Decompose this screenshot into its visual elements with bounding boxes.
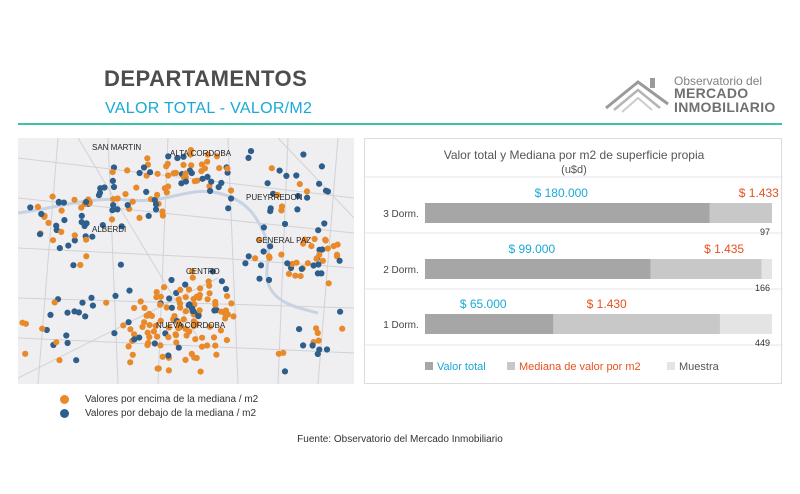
map-dot-above	[103, 300, 109, 306]
map-dot-below	[324, 346, 330, 352]
map-dot-above	[224, 337, 230, 343]
map-dot-below	[323, 188, 329, 194]
map-dot-above	[52, 299, 58, 305]
bar-segment-valor-total	[425, 314, 553, 334]
map-dot-below	[315, 261, 321, 267]
map-dot-below	[125, 202, 131, 208]
map-label-nueva-cordoba: NUEVA CORDOBA	[156, 321, 226, 330]
map-dot-below	[84, 220, 90, 226]
map-dot-above	[230, 313, 236, 319]
map-dot-below	[70, 262, 76, 268]
map-dot-above	[71, 197, 77, 203]
map-dot-above	[197, 285, 203, 291]
map-dot-above	[184, 332, 190, 338]
page-title: DEPARTAMENTOS	[104, 66, 308, 91]
map-dot-below	[146, 213, 152, 219]
map-dot-below	[207, 188, 213, 194]
map-dot-below	[183, 179, 189, 185]
map-dot-below	[245, 155, 251, 161]
legend-swatch	[667, 362, 675, 370]
map-label-pueyrredon: PUEYRREDON	[246, 193, 303, 202]
map-dot-above	[136, 215, 142, 221]
category-label: 1 Dorm.	[383, 320, 419, 331]
map-dot-below	[248, 148, 254, 154]
map-dot-above	[177, 301, 183, 307]
map-dot-above	[192, 178, 198, 184]
map-dot-below	[137, 170, 143, 176]
map-dot-below	[216, 184, 222, 190]
chart-legend	[425, 361, 720, 373]
map-dot-below	[321, 220, 327, 226]
map-dot-above	[191, 355, 197, 361]
map-dot-below	[223, 286, 229, 292]
map-dot-above	[122, 191, 128, 197]
map-dot-above	[266, 253, 272, 259]
map-dot-below	[114, 206, 120, 212]
map-dot-above	[157, 342, 163, 348]
map-dot-above	[109, 216, 115, 222]
map-dot-below	[126, 319, 132, 325]
map-dot-above	[211, 334, 217, 340]
data-label-muestra: 449	[754, 338, 770, 348]
blue-dot-icon	[60, 409, 69, 418]
map-dot-below	[211, 307, 217, 313]
map-dot-above	[198, 369, 204, 375]
map-dot-above	[228, 187, 234, 193]
map-dot-below	[169, 305, 175, 311]
map-dot-above	[186, 286, 192, 292]
map-dot-below	[176, 345, 182, 351]
map-dot-below	[82, 313, 88, 319]
house-roof-icon	[604, 74, 670, 114]
map-dot-below	[143, 189, 149, 195]
data-label-valor-total: $ 180.000	[534, 186, 588, 200]
map-label-centro: CENTRO	[186, 267, 220, 276]
map-dot-below	[293, 172, 299, 178]
map-dot-above	[323, 237, 329, 243]
map-dot-below	[266, 277, 272, 283]
map-label-general-paz: GENERAL PAZ	[256, 236, 312, 245]
map-dot-above	[138, 298, 144, 304]
bar-segment-valor-total	[425, 259, 651, 279]
map-dot-above	[183, 171, 189, 177]
map-dot-below	[38, 211, 44, 217]
map-dot-above	[127, 359, 133, 365]
map-label-san-martin: SAN MARTIN	[92, 143, 142, 152]
map-dot-below	[310, 342, 316, 348]
map-dot-above	[183, 294, 189, 300]
map-dot-below	[88, 295, 94, 301]
data-label-muestra: 97	[759, 227, 770, 237]
chart-subtitle: (u$d)	[561, 164, 587, 176]
map-dot-above	[162, 185, 168, 191]
map-dot-below	[319, 163, 325, 169]
map-dot-above	[165, 334, 171, 340]
map-dot-above	[39, 326, 45, 332]
map-dot-above	[325, 246, 331, 252]
map-dot-above	[131, 305, 137, 311]
map-dot-below	[228, 195, 234, 201]
map-dot-above	[197, 307, 203, 313]
map-dot-below	[90, 303, 96, 309]
map-dot-below	[337, 309, 343, 315]
map-dot-below	[53, 223, 59, 229]
legend-label: Muestra	[679, 361, 719, 373]
map-legend-above-label: Valores por encima de la mediana / m2	[85, 393, 259, 405]
map-dot-below	[337, 258, 343, 264]
map-dot-above	[218, 309, 224, 315]
map-dot-below	[168, 277, 174, 283]
header-divider	[18, 123, 782, 125]
map-dot-above	[197, 292, 203, 298]
map-dot-above	[50, 194, 56, 200]
map-dot-above	[50, 237, 56, 243]
map-dot-above	[192, 336, 198, 342]
map-dot-below	[79, 300, 85, 306]
map-dot-below	[319, 246, 325, 252]
source-note: Fuente: Observatorio del Mercado Inmobiliario	[297, 434, 503, 445]
map-dot-below	[110, 178, 116, 184]
legend-label: Mediana de valor por m2	[519, 361, 641, 373]
map-dot-above	[115, 195, 121, 201]
map-dot-above	[145, 330, 151, 336]
map-dot-below	[300, 151, 306, 157]
map-legend-below	[60, 406, 258, 420]
map-dot-below	[63, 332, 69, 338]
map-dot-below	[261, 248, 267, 254]
map-dot-below	[256, 276, 262, 282]
map-dot-above	[339, 326, 345, 332]
bar-segment-mediana	[553, 314, 720, 334]
bar-segment-mediana	[710, 203, 773, 223]
map-dot-above	[224, 166, 230, 172]
map-legend-below-label: Valores por debajo de la mediana / m2	[85, 407, 257, 419]
map-dot-below	[83, 199, 89, 205]
map-legend-above	[60, 392, 258, 406]
map-dot-below	[56, 199, 62, 205]
map-dot-below	[64, 310, 70, 316]
map-dot-below	[265, 180, 271, 186]
map-dot-below	[316, 181, 322, 187]
map-dot-below	[141, 164, 147, 170]
map-dot-below	[166, 295, 172, 301]
data-label-valor-total: $ 65.000	[459, 297, 507, 311]
map-dot-above	[147, 322, 153, 328]
map-dot-above	[144, 155, 150, 161]
map-dot-above	[165, 172, 171, 178]
map-dot-below	[277, 168, 283, 174]
map-dot-below	[315, 227, 321, 233]
map-dot-above	[120, 322, 126, 328]
map-dot-below	[186, 301, 192, 307]
map-dot-below	[219, 278, 225, 284]
map-dot-below	[147, 169, 153, 175]
map-dot-above	[154, 192, 160, 198]
map-dot-above	[212, 343, 218, 349]
map-dot-above	[160, 354, 166, 360]
map-dot-above	[204, 159, 210, 165]
map-dot-below	[57, 245, 63, 251]
map-dot-above	[293, 260, 299, 266]
map-dot-above	[224, 293, 230, 299]
map-dot-above	[133, 185, 139, 191]
map-dot-below	[131, 336, 137, 342]
map-dot-above	[315, 330, 321, 336]
bar-segment-mediana	[651, 259, 762, 279]
map-dot-above	[59, 208, 65, 214]
map-dot-below	[242, 260, 248, 266]
map-dot-above	[216, 165, 222, 171]
map-dot-below	[296, 326, 302, 332]
legend-swatch	[507, 362, 515, 370]
map-dot-below	[165, 352, 171, 358]
map-dot-below	[294, 206, 300, 212]
map-dot-above	[155, 366, 161, 372]
map-dot-below	[258, 262, 264, 268]
map-dot-above	[279, 203, 285, 209]
map-dot-below	[300, 342, 306, 348]
map-dot-below	[152, 340, 158, 346]
page-subtitle: VALOR TOTAL - VALOR/M2	[105, 100, 313, 117]
map-dot-below	[65, 243, 71, 249]
map-dot-above	[206, 283, 212, 289]
legend-swatch	[425, 362, 433, 370]
map-dot-above	[182, 357, 188, 363]
map-dot-above	[45, 220, 51, 226]
logo-text-line1: Observatorio del	[674, 74, 763, 88]
map-dot-above	[297, 181, 303, 187]
map-label-alta-cordoba: ALTA CORDOBA	[170, 149, 232, 158]
bar-segment-muestra	[762, 259, 772, 279]
map-dot-above	[83, 253, 89, 259]
data-label-mediana: $ 1.435	[704, 242, 745, 256]
map-dot-below	[111, 330, 117, 336]
bar-chart	[365, 139, 783, 385]
data-label-valor-total: $ 99.000	[508, 242, 556, 256]
map-dot-above	[126, 343, 132, 349]
data-label-muestra: 166	[754, 283, 770, 293]
map-dot-above	[334, 252, 340, 258]
map-dot-below	[73, 357, 79, 363]
map-dot-below	[126, 288, 132, 294]
map-dot-below	[208, 179, 214, 185]
map-dot-above	[331, 243, 337, 249]
legend-label: Valor total	[437, 361, 486, 373]
map-dot-above	[183, 308, 189, 314]
chart-title: Valor total y Mediana por m2 de superficie propia	[443, 148, 705, 162]
map-dot-below	[71, 308, 77, 314]
map-canvas	[18, 138, 354, 384]
map-dot-below	[282, 221, 288, 227]
map-dot-above	[154, 334, 160, 340]
map-dot-below	[246, 253, 252, 259]
map-dot-above	[158, 294, 164, 300]
map-dot-above	[298, 273, 304, 279]
map-dot-below	[96, 192, 102, 198]
map-dot-above	[212, 302, 218, 308]
map-dot-below	[304, 195, 310, 201]
map-dot-above	[180, 162, 186, 168]
map-dot-above	[77, 262, 83, 268]
map-dot-above	[145, 340, 151, 346]
map-dot-below	[267, 208, 273, 214]
bar-segment-muestra	[720, 314, 772, 334]
map-dot-below	[111, 184, 117, 190]
map-dot-above	[304, 188, 310, 194]
map-dot-above	[305, 260, 311, 266]
map-dot-above	[58, 229, 64, 235]
map-dot-above	[166, 367, 172, 373]
map-dot-below	[199, 176, 205, 182]
map-dot-above	[173, 170, 179, 176]
map-dot-above	[145, 313, 151, 319]
chart-panel	[364, 138, 782, 384]
map-dot-above	[312, 236, 318, 242]
map-dot-above	[157, 302, 163, 308]
map-dot-above	[280, 350, 286, 356]
map-dot-below	[315, 351, 321, 357]
map-dot-below	[37, 231, 43, 237]
map-dot-below	[27, 204, 33, 210]
category-label: 2 Dorm.	[383, 265, 419, 276]
map-dot-above	[72, 232, 78, 238]
map-dot-above	[124, 167, 130, 173]
map-dot-above	[199, 161, 205, 167]
map-legend	[60, 392, 258, 420]
map-dot-below	[283, 173, 289, 179]
map-dot-below	[61, 217, 67, 223]
logo-text-line3: INMOBILIARIO	[674, 99, 776, 115]
map-dot-above	[130, 352, 136, 358]
data-label-mediana: $ 1.433	[738, 186, 779, 200]
map-dot-above	[19, 320, 25, 326]
data-label-mediana: $ 1.430	[586, 297, 627, 311]
map-dot-below	[182, 282, 188, 288]
map-dot-above	[188, 162, 194, 168]
bar-segment-valor-total	[425, 203, 710, 223]
map-dot-above	[326, 280, 332, 286]
map-dot-below	[112, 293, 118, 299]
map-dot-below	[118, 262, 124, 268]
map-dot-below	[261, 224, 267, 230]
map-dot-below	[225, 205, 231, 211]
map-dot-below	[315, 270, 321, 276]
map-dots	[19, 147, 345, 375]
map-dot-below	[79, 213, 85, 219]
map-dot-below	[47, 312, 53, 318]
map-dot-above	[163, 163, 169, 169]
map-dot-above	[213, 352, 219, 358]
map-dot-above	[53, 339, 59, 345]
map-dot-below	[284, 260, 290, 266]
map-dot-above	[141, 305, 147, 311]
chart-bars	[383, 186, 779, 348]
map-dot-above	[316, 252, 322, 258]
map-dot-above	[56, 357, 62, 363]
map-dot-below	[89, 234, 95, 240]
map-dot-above	[207, 290, 213, 296]
map-dot-above	[139, 324, 145, 330]
map-dot-above	[83, 237, 89, 243]
map-label-alberdi: ALBERDI	[92, 225, 127, 234]
map-dot-above	[127, 326, 133, 332]
map-dot-above	[159, 208, 165, 214]
map-dot-below	[282, 368, 288, 374]
map-dot-above	[154, 289, 160, 295]
map-dot-above	[22, 351, 28, 357]
map-dot-below	[299, 266, 305, 272]
map-dot-above	[252, 255, 258, 261]
map-dot-above	[173, 332, 179, 338]
logo-text-line2: MERCADO	[674, 85, 749, 101]
map-dot-above	[155, 171, 161, 177]
map-dot-above	[228, 300, 234, 306]
map-dot-above	[110, 169, 116, 175]
map-dot-above	[161, 284, 167, 290]
map-dot-above	[278, 252, 284, 258]
map-dot-above	[292, 273, 298, 279]
category-label: 3 Dorm.	[383, 209, 419, 220]
map-dot-above	[286, 271, 292, 277]
map-dot-above	[177, 287, 183, 293]
map-dot-above	[199, 335, 205, 341]
city-map	[18, 138, 354, 384]
map-dot-above	[35, 204, 41, 210]
map-dot-below	[65, 340, 71, 346]
map-dot-above	[198, 168, 204, 174]
map-dot-above	[269, 165, 275, 171]
map-dot-above	[205, 296, 211, 302]
map-dot-above	[204, 342, 210, 348]
logo	[604, 74, 782, 114]
orange-dot-icon	[60, 395, 69, 404]
